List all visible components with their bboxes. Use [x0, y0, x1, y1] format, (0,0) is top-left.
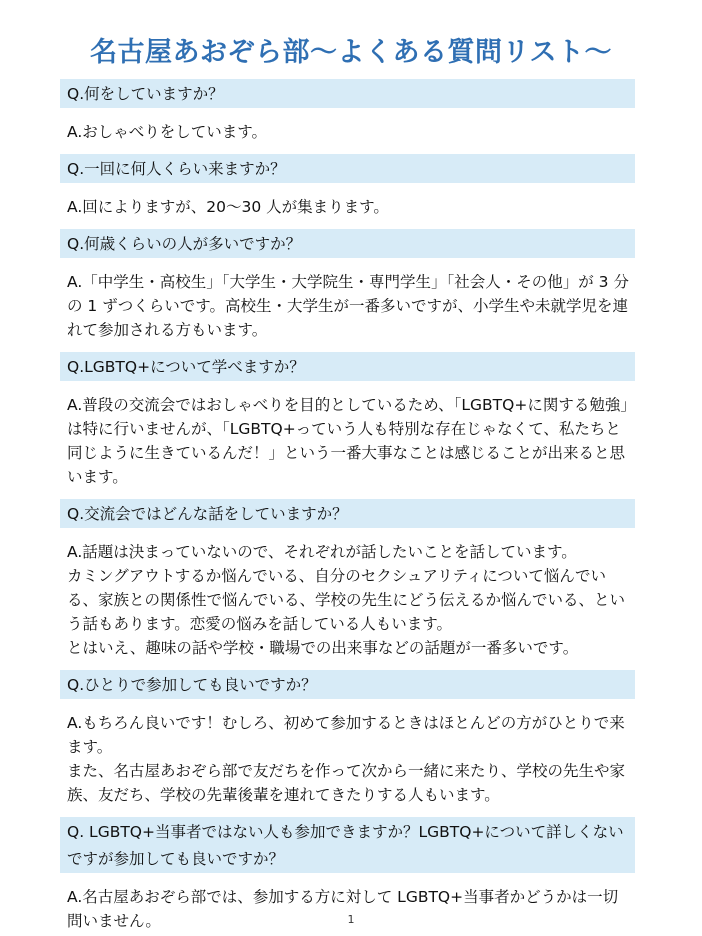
faq-item	[60, 229, 635, 342]
faq-item	[60, 352, 635, 489]
question-heading: Q.何をしていますか？	[60, 79, 635, 108]
question-heading: Q.ひとりで参加しても良いですか？	[60, 670, 635, 699]
question-heading: Q.LGBTQ+について学べますか？	[60, 352, 635, 381]
faq-item	[60, 154, 635, 219]
faq-item	[60, 670, 635, 807]
faq-list	[60, 79, 635, 936]
question-heading: Q. LGBTQ+当事者ではない人も参加できますか？LGBTQ+について詳しくないですが参加しても良いですか？	[60, 817, 635, 873]
question-heading: Q.一回に何人くらい来ますか？	[60, 154, 635, 183]
question-heading: Q.交流会ではどんな話をしていますか？	[60, 499, 635, 528]
faq-item	[60, 499, 635, 660]
answer-text: A.話題は決まっていないので、それぞれが話したいことを話しています。 カミングアウトするか悩んでいる、自分のセクシュアリティについて悩んでいる、家族との関係性で悩んでいる、学校の先生にどう伝えるか悩んでいる、という話もあります。恋愛の悩みを話している人もいます。 とはいえ、趣味の話や学校・職場での出来事などの話題が一番多いです。	[67, 543, 626, 657]
answer-text: A.もちろん良いです！むしろ、初めて参加するときはほとんどの方がひとりで来ます。 また、名古屋あおぞら部で友だちを作って次から一緒に来たり、学校の先生や家族、友だち、学校の先輩後輩を連れてきたりする人もいます。	[67, 714, 626, 804]
page-number: 1	[347, 913, 355, 926]
answer-text: A.おしゃべりをしています。	[67, 123, 268, 141]
page-title: 名古屋あおぞら部～よくある質問リスト～	[90, 37, 612, 68]
answer-text: A.名古屋あおぞら部では、参加する方に対して LGBTQ+当事者かどうかは一切問いません。	[67, 888, 619, 930]
answer-text: A.「中学生・高校生」「大学生・大学院生・専門学生」「社会人・その他」が 3 分の 1 ずつくらいです。高校生・大学生が一番多いですが、小学生や未就学児を連れて参加される方もいます。	[67, 273, 629, 339]
faq-item	[60, 79, 635, 144]
question-heading: Q.何歳くらいの人が多いですか？	[60, 229, 635, 258]
answer-text: A.回によりますが、20～30 人が集まります。	[67, 198, 389, 216]
answer-text: A.普段の交流会ではおしゃべりを目的としているため、「LGBTQ+に関する勉強」は特に行いませんが、「LGBTQ+っていう人も特別な存在じゃなくて、私たちと同じように生きているんだ！」という一番大事なことは感じることが出来ると思います。	[67, 396, 629, 486]
